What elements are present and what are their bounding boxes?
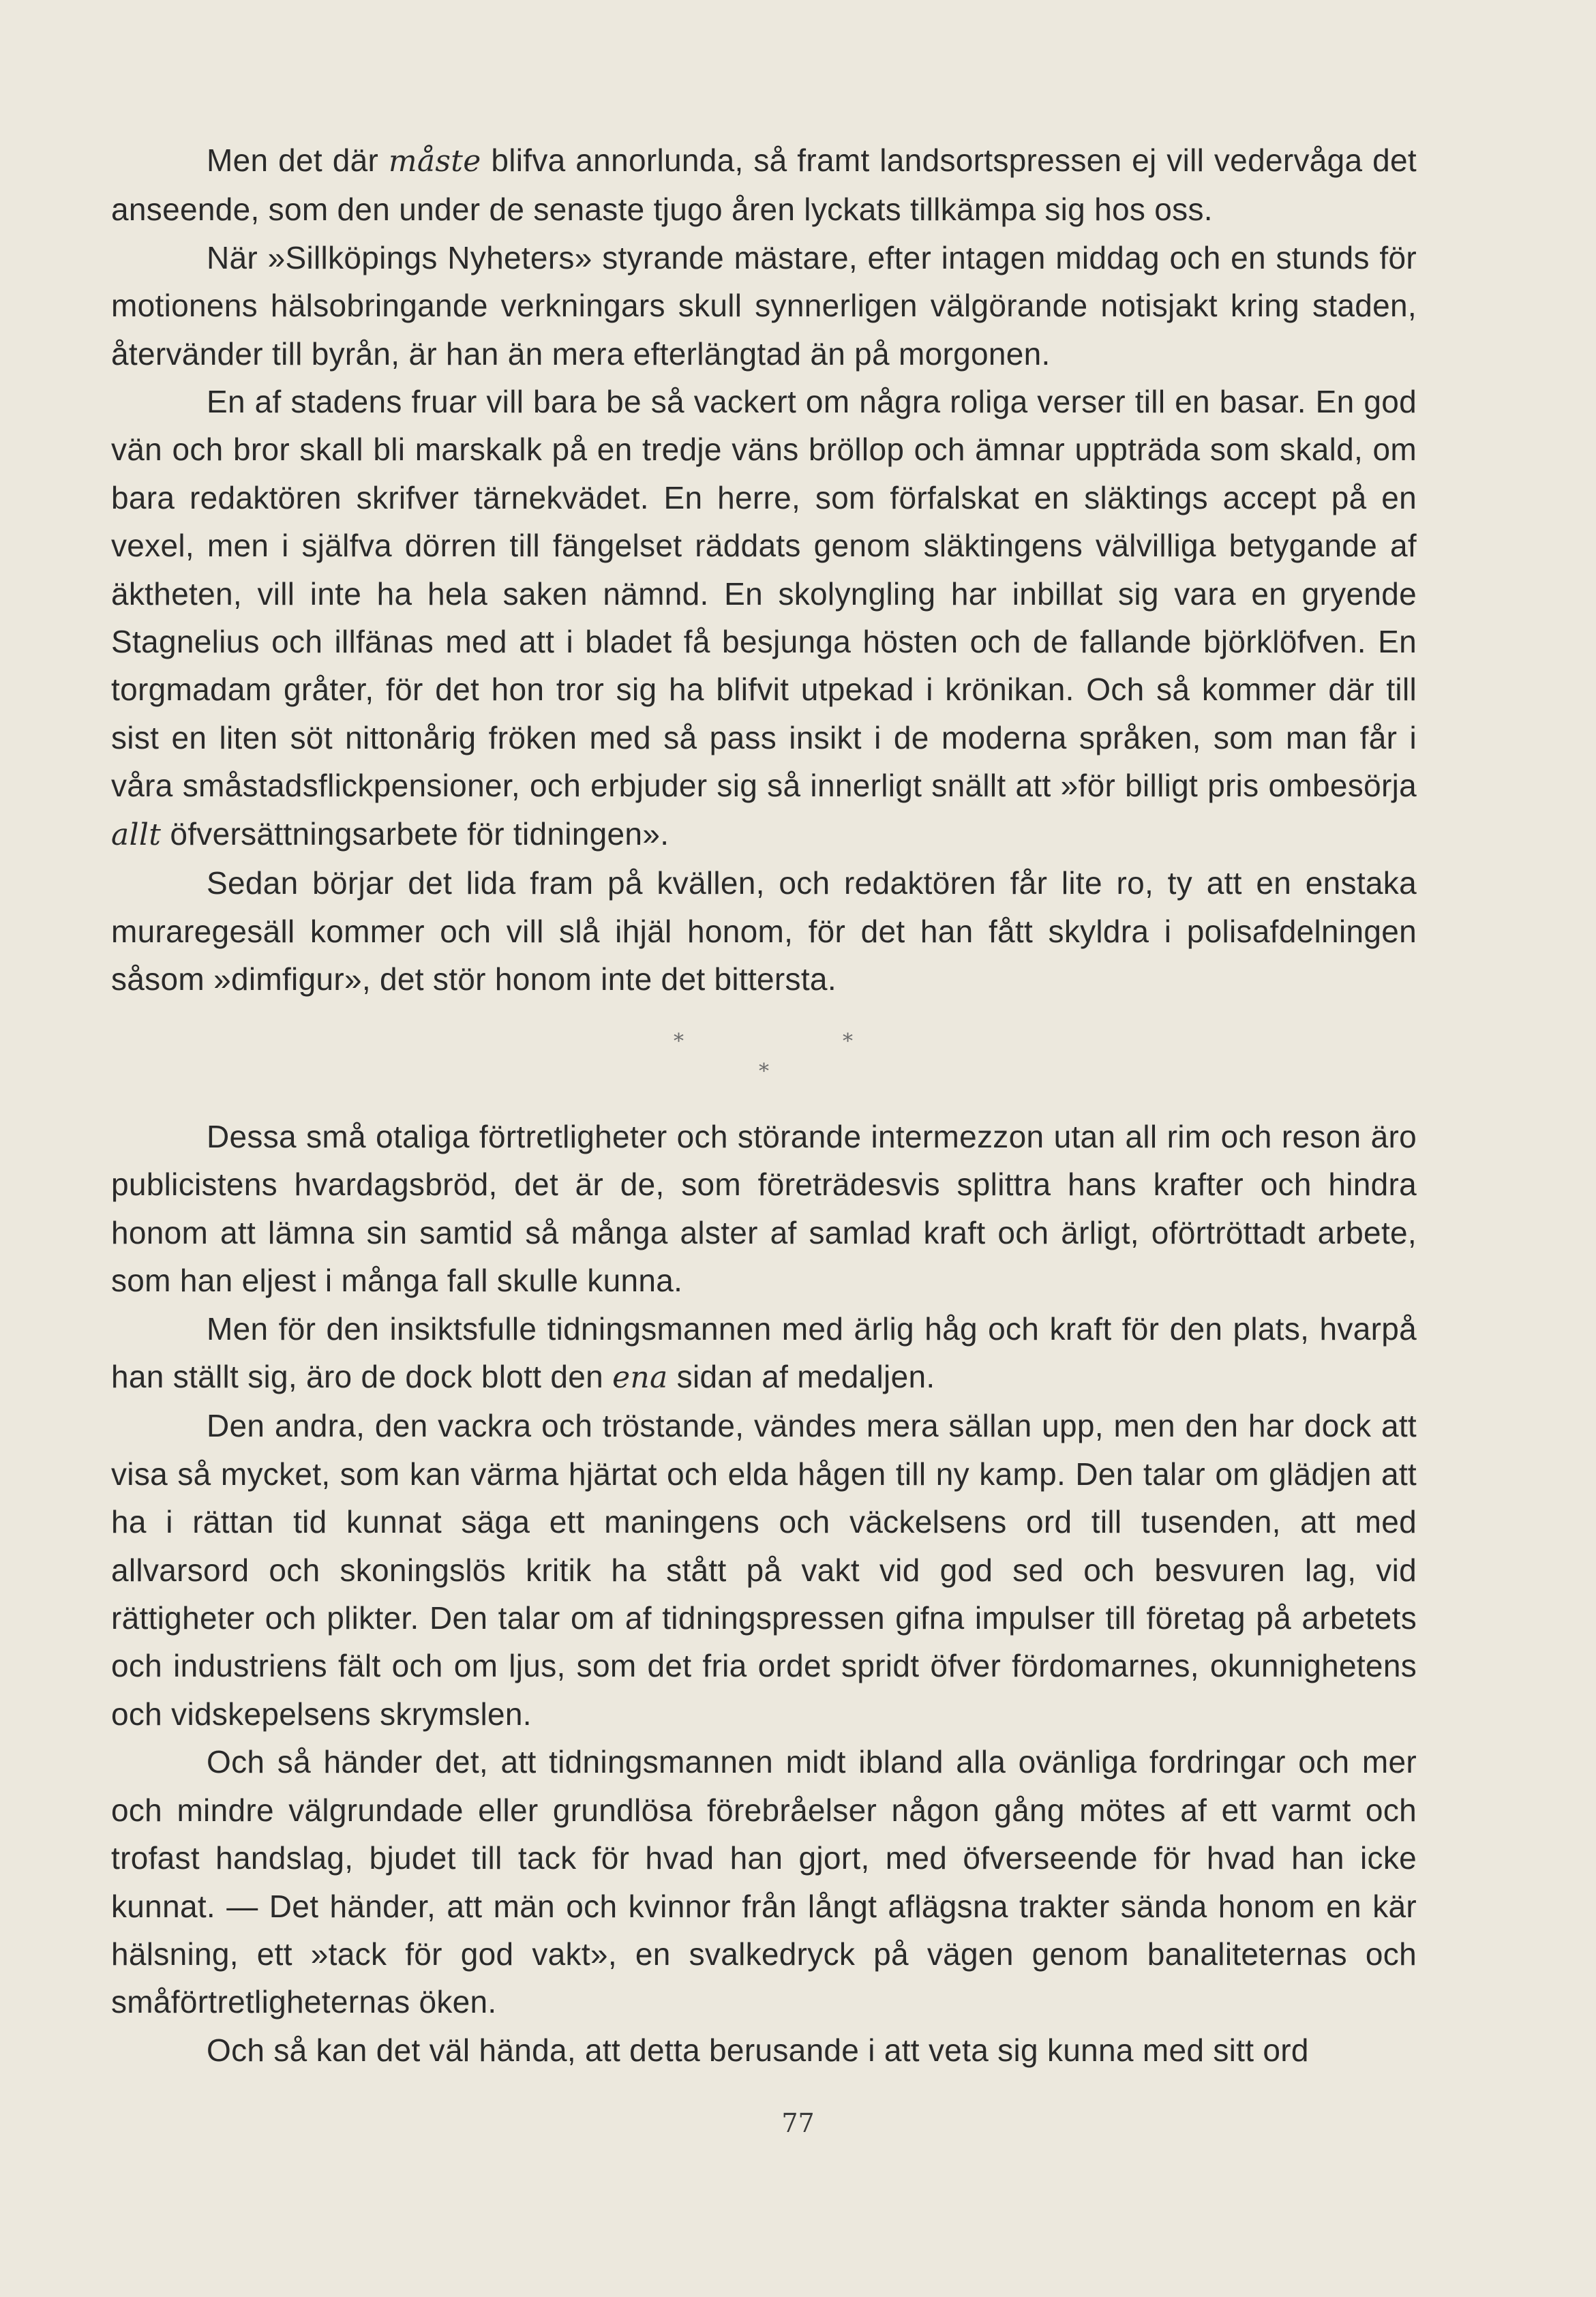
text-run: En af stadens fruar vill bara be så vackert om några roliga verser till en basar. En god vän och bror skall bli marskalk på en tredje väns bröllop och ämnar uppträda som skald, om bara redaktören skrifver tärnekvädet. En herre, som förfalskat en släktings accept på en vexel, men i själfva dörren till fängelset räddats genom släktingens välvilliga betygande af äktheten, vill inte ha hela saken nämnd. En skolyngling har inbillat sig vara en gryende Stagnelius och illfänas med att i bladet få besjunga hösten och de fallande björklöfven. En torgmadam gråter, för det hon tror sig ha blifvit utpekad i krönikan. Och så kommer där till sist en liten söt nittonårig fröken med så pass insikt i de moderna språken, som man får i våra småstadsflickpensioner, och erbjuder sig så innerligt snällt att »för billigt pris ombesörja xyxy=(111,384,1417,804)
asterism-star: * xyxy=(843,1030,853,1053)
text-run: Men för den insiktsfulle tidningsmannen med ärlig håg och kraft för den plats, hvarpå han ställt sig, äro de dock blott den xyxy=(111,1310,1417,1395)
text-section-upper xyxy=(111,136,1417,1003)
text-run: öfversättningsarbete för tidningen». xyxy=(161,815,669,852)
paragraph xyxy=(111,378,1417,859)
paragraph: Den andra, den vackra och tröstande, vändes mera sällan upp, men den har dock att visa så mycket, som kan värma hjärtat och elda hågen till ny kamp. Den talar om glädjen att ha i rättan tid kunnat säga ett maningens och väckelsens ord till tusenden, att med allvarsord och skoningslös kritik ha stått på vakt vid god sed och besvuren lag, vid rättigheter och plikter. Den talar om af tidningspressen gifna impulser till företag på arbetets och industriens fält och om ljus, som det fria ordet spridt öfver fördomarnes, okunnighetens och vidskepelsens skrymslen. xyxy=(111,1408,1417,1732)
asterism-star: * xyxy=(759,1060,769,1083)
paragraph: Och så händer det, att tidningsmannen midt ibland alla ovänliga fordringar och mer och mindre välgrundade eller grundlösa förebråelser någon gång mötes af ett varmt och trofast handslag, bjudet till tack för hvad han gjort, med öfverseende för hvad han icke kunnat. — Det händer, att män och kvinnor från långt aflägsna trakter sända honom en kär hälsning, ett »tack för god vakt», en svalkedryck på vägen genom banaliteternas och småförtretligheternas öken. xyxy=(111,1744,1417,2020)
paragraph: Sedan börjar det lida fram på kvällen, och redaktören får lite ro, ty att en enstaka muraregesäll kommer och vill slå ihjäl honom, för det han fått skyldra i polisafdelningen såsom »dimfigur», det stör honom inte det bittersta. xyxy=(111,865,1417,997)
page-number: 77 xyxy=(781,2108,815,2138)
asterism-star: * xyxy=(674,1030,684,1053)
italic-text: ena xyxy=(612,1360,668,1396)
paragraph: Dessa små otaliga förtretligheter och störande intermezzon utan all rim och reson äro publicistens hvardagsbröd, det är de, som företrädesvis splittra hans krafter och hindra honom att lämna sin samtid så många alster af samlad kraft och ärligt, oförtröttadt arbete, som han eljest i många fall skulle kunna. xyxy=(111,1119,1417,1299)
italic-text: allt xyxy=(111,817,162,852)
text-run: Men det där xyxy=(207,142,389,178)
paragraph xyxy=(111,136,1417,234)
text-run: sidan af medaljen. xyxy=(667,1359,935,1395)
text-section-lower xyxy=(111,1113,1417,2074)
text-run: blifva annorlunda, så framt landsortspressen ej vill vedervåga det anseende, som den under de senaste tjugo åren lyckats tillkämpa sig hos oss. xyxy=(111,142,1417,228)
section-divider xyxy=(0,1030,1596,1105)
italic-text: måste xyxy=(388,144,481,179)
paragraph: När »Sillköpings Nyheters» styrande mästare, efter intagen middag och en stunds för motionens hälsobringande verkningars skull synnerligen välgörande notisjakt kring staden, återvänder till byrån, är han än mera efterlängtad än på morgonen. xyxy=(111,239,1417,372)
paragraph xyxy=(111,1305,1417,1402)
paragraph: Och så kan det väl hända, att detta berusande i att veta sig kunna med sitt ord xyxy=(207,2032,1309,2068)
